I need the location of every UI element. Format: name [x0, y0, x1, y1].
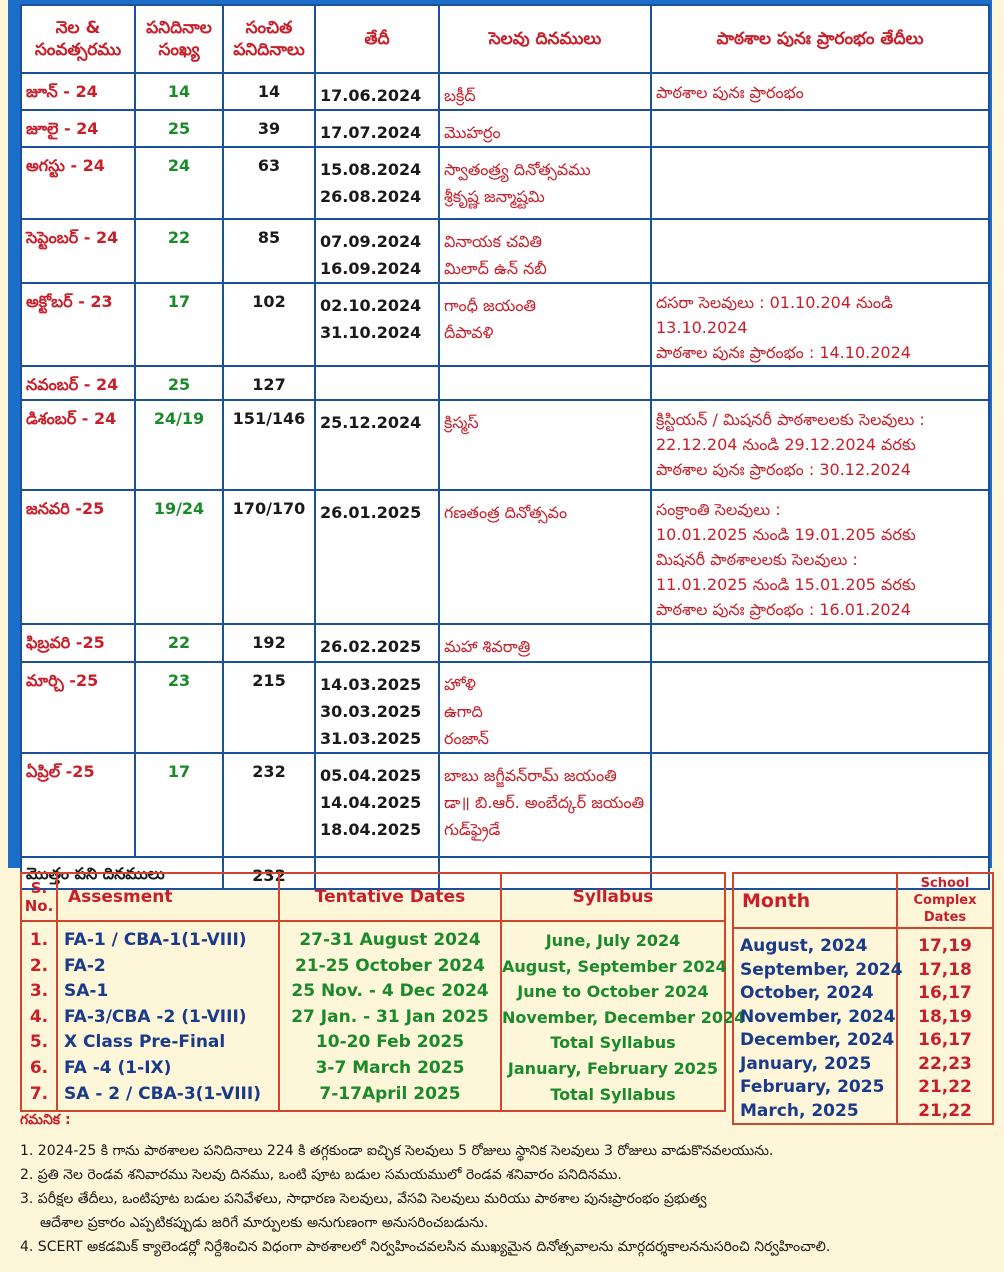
complex-dates: 21,22 [918, 1077, 972, 1097]
holiday-cell [439, 624, 651, 662]
complex-month: February, 2025 [740, 1077, 885, 1097]
holiday-date: 26.02.2025 [320, 637, 422, 656]
holiday-name: రంజాన్ [444, 729, 489, 748]
reopen-text: పాఠశాల పునః ప్రారంభం : 30.12.2024 [656, 460, 911, 479]
complex-dates-column [897, 928, 993, 1124]
holiday-name: మొహర్రం [444, 123, 501, 142]
note-item: 4. SCERT అకడమిక్ క్యాలెండర్లో నిర్దేశించిన విధంగా పాఠశాలలో నిర్వహించవలసిన ముఖ్యమైన దినోత్సవాలను మార్గదర్శకాలననుసరించి నిర్వహించాలి. [20, 1239, 831, 1255]
holiday-name: గణతంత్ర దినోత్సవం [444, 503, 568, 522]
working-days-cell: 17 [135, 753, 223, 857]
date-cell [315, 490, 439, 624]
assessment-date: 7-17April 2025 [319, 1083, 461, 1104]
assessment-sno: 6. [29, 1057, 49, 1078]
date-cell [315, 662, 439, 753]
cumulative-days-cell: 151/146 [223, 400, 315, 490]
holiday-cell [439, 73, 651, 110]
calendar-row [21, 366, 989, 400]
syllabus-header: Syllabus [501, 873, 725, 921]
reopen-cell [651, 366, 989, 400]
note-item: ఆదేశాల ప్రకారం ఎప్పటికప్పుడు జరిగే మార్పులకు అనుగుణంగా అనుసరించబడును. [40, 1215, 489, 1231]
cumulative-days-cell: 170/170 [223, 490, 315, 624]
notes-section [20, 1112, 990, 1259]
reopen-cell [651, 219, 989, 283]
month-year-header: నెల & సంవత్సరము [21, 5, 135, 73]
working-days-header: పనిదినాల సంఖ్య [135, 5, 223, 73]
holiday-date: 14.04.2025 [320, 793, 422, 812]
reopen-text: 10.01.2025 నుండి 19.01.205 వరకు [656, 525, 916, 544]
reopen-text: సంక్రాంతి సెలవులు : [656, 500, 781, 519]
working-days-cell: 19/24 [135, 490, 223, 624]
assessment-syllabus: Total Syllabus [550, 1033, 676, 1053]
holiday-name: గాంధీ జయంతి [444, 296, 536, 315]
assessment-date: 3-7 March 2025 [315, 1057, 465, 1078]
holiday-name: వినాయక చవితి [444, 232, 543, 251]
reopen-cell [651, 400, 989, 490]
reopen-text: దసరా సెలవులు : 01.10.204 నుండి 13.10.2024 [656, 293, 893, 337]
calendar-row [21, 624, 989, 662]
holiday-name: క్రిస్మస్ [444, 413, 479, 432]
complex-month-column [733, 928, 903, 1124]
holiday-date: 30.03.2025 [320, 702, 422, 721]
reopen-text: పాఠశాల పునః ప్రారంభం : 16.01.2024 [656, 600, 911, 619]
date-cell [315, 110, 439, 147]
holiday-date: 14.03.2025 [320, 675, 422, 694]
calendar-row [21, 73, 989, 110]
complex-month-header: Month [733, 873, 897, 928]
assessment-syllabus: Total Syllabus [550, 1084, 676, 1104]
month-cell: సెప్టెంబర్ - 24 [21, 219, 135, 283]
complex-month: August, 2024 [740, 936, 868, 956]
reopen-cell [651, 624, 989, 662]
month-cell: నవంబర్ - 24 [21, 366, 135, 400]
date-cell [315, 147, 439, 219]
assessment-name: SA-1 [64, 981, 109, 1002]
reopen-text: క్రిస్టియన్ / మిషనరీ పాఠశాలలకు సెలవులు : [656, 410, 925, 429]
tentative-dates-column [279, 921, 501, 1111]
complex-dates: 21,22 [918, 1100, 972, 1121]
assessment-date: 27 Jan. - 31 Jan 2025 [291, 1006, 489, 1027]
total-working-days-label: మొత్తం పని దినములు [21, 857, 223, 889]
complex-body-row [733, 928, 993, 1124]
working-days-cell: 14 [135, 73, 223, 110]
holiday-date: 15.08.2024 [320, 160, 422, 179]
reopen-header: పాఠశాల పునః ప్రారంభం తేదీలు [651, 5, 989, 73]
month-cell: అగస్టు - 24 [21, 147, 135, 219]
complex-month: September, 2024 [740, 959, 903, 980]
assessment-name: X Class Pre-Final [64, 1032, 226, 1053]
working-days-cell: 17 [135, 283, 223, 366]
reopen-text: పాఠశాల పునః ప్రారంభం [656, 83, 804, 102]
assessment-date: 21-25 October 2024 [295, 955, 485, 976]
date-cell [315, 73, 439, 110]
calendar-header-row [21, 5, 989, 73]
working-days-cell: 22 [135, 219, 223, 283]
cumulative-days-cell: 85 [223, 219, 315, 283]
month-cell: జూలై - 24 [21, 110, 135, 147]
calendar-row [21, 147, 989, 219]
total-working-days-value: 232 [223, 857, 315, 889]
reopen-text: మిషనరీ పాఠశాలలకు సెలవులు : [656, 550, 858, 569]
holiday-cell [439, 662, 651, 753]
assessment-name: SA - 2 / CBA-3(1-VIII) [64, 1083, 261, 1104]
holiday-date: 05.04.2025 [320, 766, 422, 785]
cumulative-days-cell: 232 [223, 753, 315, 857]
holiday-name: మిలాద్ ఉన్ నబీ [444, 259, 547, 278]
holiday-cell [439, 366, 651, 400]
holiday-cell [439, 219, 651, 283]
holiday-name: డా॥ బి.ఆర్. అంబేద్కర్ జయంతి [444, 793, 645, 812]
holiday-date: 18.04.2025 [320, 820, 422, 839]
reopen-cell [651, 283, 989, 366]
calendar-row [21, 110, 989, 147]
month-cell: జనవరి -25 [21, 490, 135, 624]
holiday-name: హోళి [444, 675, 476, 694]
reopen-text: పాఠశాల పునః ప్రారంభం : 14.10.2024 [656, 343, 911, 362]
assessment-syllabus: June, July 2024 [545, 931, 681, 950]
assessment-sno: 5. [29, 1032, 49, 1053]
assessment-name: FA -4 (1-IX) [64, 1057, 172, 1078]
complex-dates: 22,23 [918, 1053, 972, 1074]
calendar-row [21, 662, 989, 753]
complex-month: October, 2024 [740, 983, 874, 1003]
holiday-name: మహా శివరాత్రి [444, 637, 531, 656]
calendar-row [21, 490, 989, 624]
holiday-date: 26.01.2025 [320, 503, 422, 522]
assessment-sno: 7. [29, 1083, 49, 1104]
cumulative-days-cell: 215 [223, 662, 315, 753]
date-cell [315, 219, 439, 283]
holiday-date: 25.12.2024 [320, 413, 422, 432]
date-cell [315, 624, 439, 662]
working-days-cell: 22 [135, 624, 223, 662]
holiday-date: 07.09.2024 [320, 232, 422, 251]
sno-column [21, 921, 57, 1111]
assessment-date: 25 Nov. - 4 Dec 2024 [291, 981, 489, 1002]
assessment-name: FA-3/CBA -2 (1-VIII) [64, 1006, 247, 1027]
assessment-table [20, 872, 746, 1112]
complex-month: January, 2025 [740, 1053, 872, 1074]
cumulative-days-cell: 39 [223, 110, 315, 147]
academic-calendar-table [20, 4, 990, 890]
assessment-syllabus: November, December 2024 [502, 1007, 746, 1027]
cumulative-days-cell: 63 [223, 147, 315, 219]
holiday-name: స్వాతంత్ర్య దినోత్సవము [444, 160, 591, 179]
month-cell: జూన్ - 24 [21, 73, 135, 110]
working-days-cell: 25 [135, 366, 223, 400]
reopen-cell [651, 753, 989, 857]
complex-dates-header-line1: School Complex [913, 876, 977, 908]
complex-month: March, 2025 [740, 1100, 859, 1121]
cumulative-days-cell: 14 [223, 73, 315, 110]
assessment-date: 10-20 Feb 2025 [315, 1032, 465, 1053]
holiday-date: 02.10.2024 [320, 296, 422, 315]
holiday-header: సెలవు దినములు [439, 5, 651, 73]
note-item: 2. ప్రతి నెల రెండవ శనివారము సెలవు దినము, ఒంటి పూట బడుల సమయములో రెండవ శనివారం పనిదినము. [20, 1167, 622, 1183]
reopen-cell [651, 110, 989, 147]
month-cell: ఏప్రిల్ -25 [21, 753, 135, 857]
holiday-cell [439, 490, 651, 624]
date-cell [315, 753, 439, 857]
reopen-cell [651, 73, 989, 110]
calendar-row [21, 219, 989, 283]
calendar-row [21, 283, 989, 366]
complex-month: November, 2024 [740, 1006, 896, 1027]
date-cell [315, 283, 439, 366]
complex-dates-header-line2: Dates [923, 910, 967, 925]
holiday-cell [439, 283, 651, 366]
month-cell: ఫిబ్రవరి -25 [21, 624, 135, 662]
school-complex-table [732, 872, 994, 1125]
notes-title: గమనిక : [20, 1112, 71, 1128]
holiday-date: 17.07.2024 [320, 123, 422, 142]
holiday-date: 31.03.2025 [320, 729, 422, 748]
calendar-row [21, 753, 989, 857]
holiday-name: శ్రీకృష్ణ జన్మాష్టమి [444, 187, 545, 206]
holiday-date: 17.06.2024 [320, 86, 422, 105]
assessment-name-column [57, 921, 279, 1111]
date-cell [315, 366, 439, 400]
tentative-dates-header: Tentative Dates [279, 873, 501, 921]
working-days-cell: 24 [135, 147, 223, 219]
month-cell: అక్టోబర్ - 23 [21, 283, 135, 366]
working-days-cell: 23 [135, 662, 223, 753]
note-item: 1. 2024-25 కి గాను పాఠశాలల పనిదినాలు 224 కి తగ్గకుండా ఐచ్ఛిక సెలవులు 5 రోజులు స్థానిక సెలవులు 3 రోజులు వాడుకొనవలయును. [20, 1143, 774, 1159]
holiday-name: దీపావళి [444, 323, 494, 342]
complex-dates: 18,19 [918, 1006, 972, 1027]
assessment-name: FA-2 [64, 955, 106, 976]
notes-list [20, 1139, 990, 1259]
assessment-name-header: Assesment [57, 873, 279, 921]
holiday-name: ఉగాది [444, 702, 483, 721]
assessment-syllabus: January, February 2025 [507, 1058, 719, 1078]
reopen-text: 22.12.204 నుండి 29.12.2024 వరకు [656, 435, 916, 454]
holiday-name: బాబు జగ్జీవన్‌రామ్ జయంతి [444, 766, 617, 785]
assessment-sno: 2. [29, 955, 49, 976]
working-days-cell: 24/19 [135, 400, 223, 490]
reopen-text: 11.01.2025 నుండి 15.01.205 వరకు [656, 575, 916, 594]
cumulative-days-cell: 192 [223, 624, 315, 662]
date-cell [315, 400, 439, 490]
complex-dates-header [897, 873, 993, 928]
holiday-cell [439, 400, 651, 490]
holiday-date: 16.09.2024 [320, 259, 422, 278]
date-header: తేదీ [315, 5, 439, 73]
syllabus-column [501, 921, 746, 1111]
holiday-cell [439, 753, 651, 857]
holiday-name: బక్రీద్ [444, 86, 476, 105]
assessment-sno: 4. [29, 1006, 49, 1027]
holiday-name: గుడ్‌ఫ్రైడే [444, 820, 501, 839]
month-cell: మార్చి -25 [21, 662, 135, 753]
assessment-date: 27-31 August 2024 [299, 930, 481, 950]
assessment-sno: 1. [29, 930, 49, 950]
complex-dates: 16,17 [918, 1030, 972, 1050]
complex-dates: 17,18 [918, 959, 972, 980]
complex-month: December, 2024 [740, 1030, 895, 1050]
calendar-row [21, 400, 989, 490]
cumulative-days-cell: 102 [223, 283, 315, 366]
reopen-cell [651, 662, 989, 753]
holiday-date: 26.08.2024 [320, 187, 422, 206]
assessment-header-row [21, 873, 725, 921]
assessment-body-row [21, 921, 725, 1111]
holiday-cell [439, 110, 651, 147]
working-days-cell: 25 [135, 110, 223, 147]
holiday-date: 31.10.2024 [320, 323, 422, 342]
assessment-name: FA-1 / CBA-1(1-VIII) [64, 930, 247, 950]
complex-dates: 17,19 [918, 936, 972, 956]
assessment-sno: 3. [29, 981, 49, 1002]
reopen-cell [651, 147, 989, 219]
note-item: 3. పరీక్షల తేదీలు, ఒంటిపూట బడుల పనివేళలు, సాధారణ సెలవులు, వేసవి సెలవులు మరియు పాఠశాల పునఃప్రారంభం ప్రభుత్వ [20, 1191, 707, 1207]
assessment-syllabus: August, September 2024 [502, 956, 727, 976]
cumulative-days-header: సంచిత పనిదినాలు [223, 5, 315, 73]
complex-header-row [733, 873, 993, 928]
cumulative-days-cell: 127 [223, 366, 315, 400]
holiday-cell [439, 147, 651, 219]
assessment-syllabus: June to October 2024 [517, 982, 709, 1002]
month-cell: డిశంబర్ - 24 [21, 400, 135, 490]
sno-header: S. No. [21, 873, 57, 921]
complex-dates: 16,17 [918, 983, 972, 1003]
reopen-cell [651, 490, 989, 624]
